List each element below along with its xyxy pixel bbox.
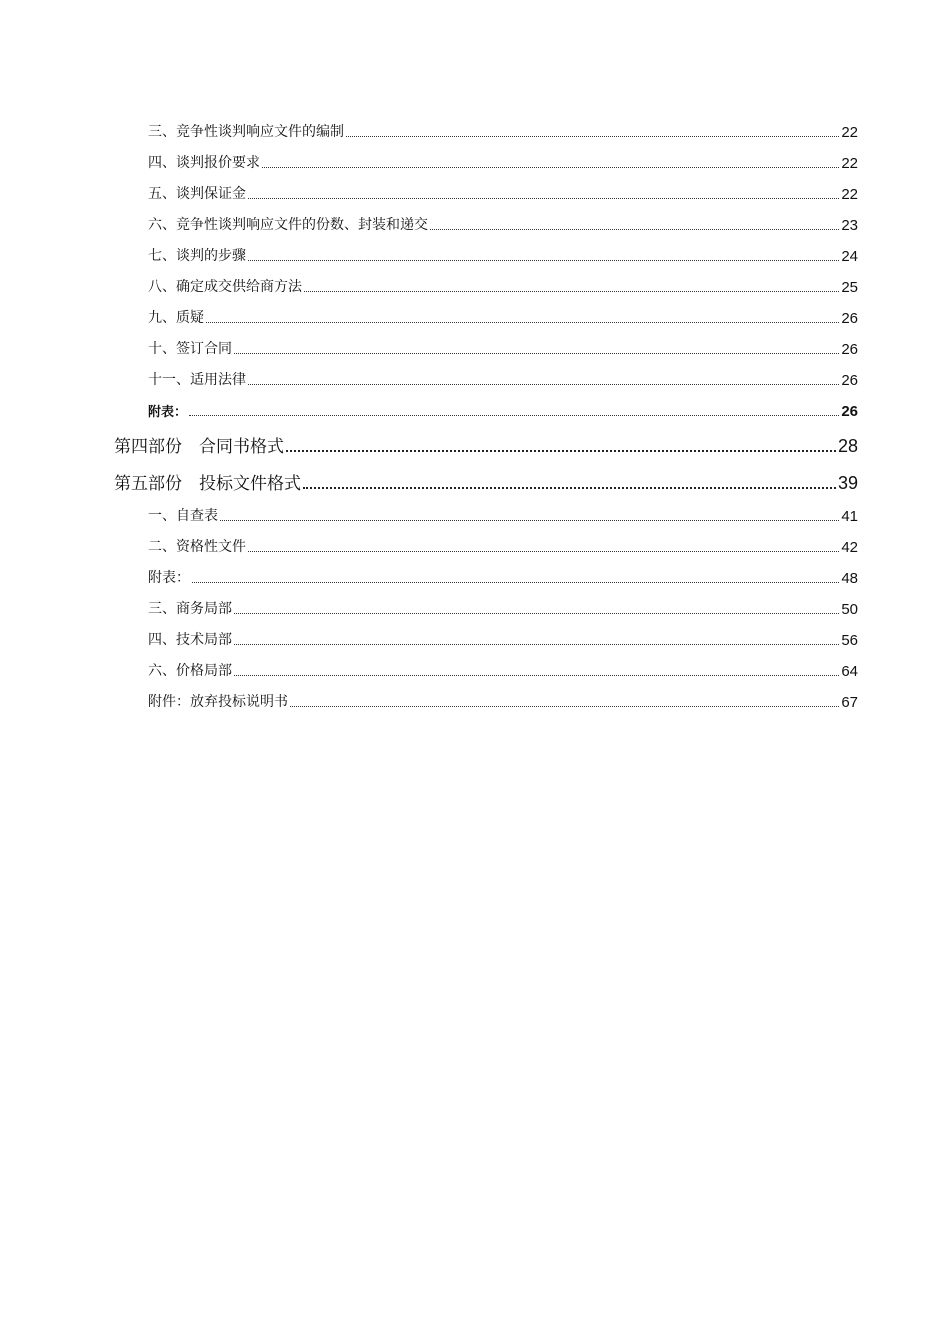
toc-entry-page: 56: [841, 632, 858, 649]
toc-entry-title: 一、自查表: [148, 508, 218, 524]
toc-entry-page: 41: [841, 508, 858, 525]
toc-dot-leader: [286, 449, 836, 452]
toc-dot-leader: [206, 321, 839, 323]
toc-entry-title: 十、签订合同: [148, 341, 232, 357]
toc-entry[interactable]: [148, 496, 858, 527]
toc-section-title: 第五部份 投标文件格式: [114, 474, 301, 494]
toc-dot-leader: [248, 383, 839, 385]
toc-entry-title: 三、商务局部: [148, 601, 232, 617]
toc-entry-page: 22: [841, 186, 858, 203]
toc-entry[interactable]: [148, 143, 858, 174]
toc-entry-page: 24: [841, 248, 858, 265]
toc-entry[interactable]: [148, 205, 858, 236]
toc-dot-leader: [303, 486, 836, 489]
toc-section-entry[interactable]: [114, 422, 858, 459]
toc-dot-leader: [189, 414, 839, 416]
toc-dot-leader: [430, 228, 839, 230]
toc-entry[interactable]: [148, 112, 858, 143]
toc-dot-leader: [248, 550, 839, 552]
toc-section-title: 第四部份 合同书格式: [114, 437, 284, 457]
toc-dot-leader: [262, 166, 839, 168]
toc-entry-page: 26: [841, 403, 858, 420]
toc-entry-title: 十一、适用法律: [148, 372, 246, 388]
toc-dot-leader: [248, 197, 839, 199]
toc-entry[interactable]: [148, 558, 858, 589]
toc-entry-page: 50: [841, 601, 858, 618]
toc-section-page: 28: [837, 436, 858, 456]
toc-entry-page: 26: [841, 372, 858, 389]
toc-entry-page: 64: [841, 663, 858, 680]
toc-entry-title: 七、谈判的步骤: [148, 248, 246, 264]
toc-dot-leader: [220, 519, 839, 521]
toc-entry-page: 26: [841, 341, 858, 358]
toc-dot-leader: [304, 290, 839, 292]
toc-entry[interactable]: [148, 651, 858, 682]
toc-entry-page: 25: [841, 279, 858, 296]
toc-entry-page: 67: [841, 694, 858, 711]
toc-entry-title: 八、确定成交供给商方法: [148, 279, 302, 295]
toc-entry-page: 48: [841, 570, 858, 587]
toc-entry[interactable]: [148, 360, 858, 391]
table-of-contents: [0, 112, 950, 713]
toc-entry-title: 六、竞争性谈判响应文件的份数、封装和递交: [148, 217, 428, 233]
toc-entry[interactable]: [148, 391, 858, 422]
toc-dot-leader: [248, 259, 839, 261]
toc-entry-title: 九、质疑: [148, 310, 204, 326]
toc-dot-leader: [234, 612, 839, 614]
toc-entry[interactable]: [148, 527, 858, 558]
toc-entry[interactable]: [148, 589, 858, 620]
toc-section-entry[interactable]: [114, 459, 858, 496]
toc-entry[interactable]: [148, 174, 858, 205]
toc-entry-page: 26: [841, 310, 858, 327]
toc-entry[interactable]: [148, 236, 858, 267]
toc-entry-page: 22: [841, 124, 858, 141]
toc-dot-leader: [192, 581, 839, 583]
toc-entry-title: 二、资格性文件: [148, 539, 246, 555]
toc-entry-title: 附表：: [148, 570, 190, 586]
toc-dot-leader: [346, 135, 839, 137]
toc-entry[interactable]: [148, 329, 858, 360]
toc-entry-title: 四、技术局部: [148, 632, 232, 648]
toc-dot-leader: [234, 643, 839, 645]
toc-entry[interactable]: [148, 682, 858, 713]
toc-dot-leader: [290, 705, 839, 707]
toc-entry[interactable]: [148, 267, 858, 298]
toc-entry-title: 六、价格局部: [148, 663, 232, 679]
toc-entry-page: 22: [841, 155, 858, 172]
toc-entry-title: 附表：: [148, 405, 188, 420]
toc-section-page: 39: [837, 473, 858, 493]
toc-dot-leader: [234, 674, 839, 676]
toc-dot-leader: [234, 352, 839, 354]
toc-entry-title: 四、谈判报价要求: [148, 155, 260, 171]
toc-entry[interactable]: [148, 620, 858, 651]
toc-entry-title: 五、谈判保证金: [148, 186, 246, 202]
toc-entry[interactable]: [148, 298, 858, 329]
toc-entry-title: 附件：放弃投标说明书: [148, 694, 288, 710]
toc-entry-page: 42: [841, 539, 858, 556]
toc-entry-title: 三、竞争性谈判响应文件的编制: [148, 124, 344, 140]
toc-entry-page: 23: [841, 217, 858, 234]
